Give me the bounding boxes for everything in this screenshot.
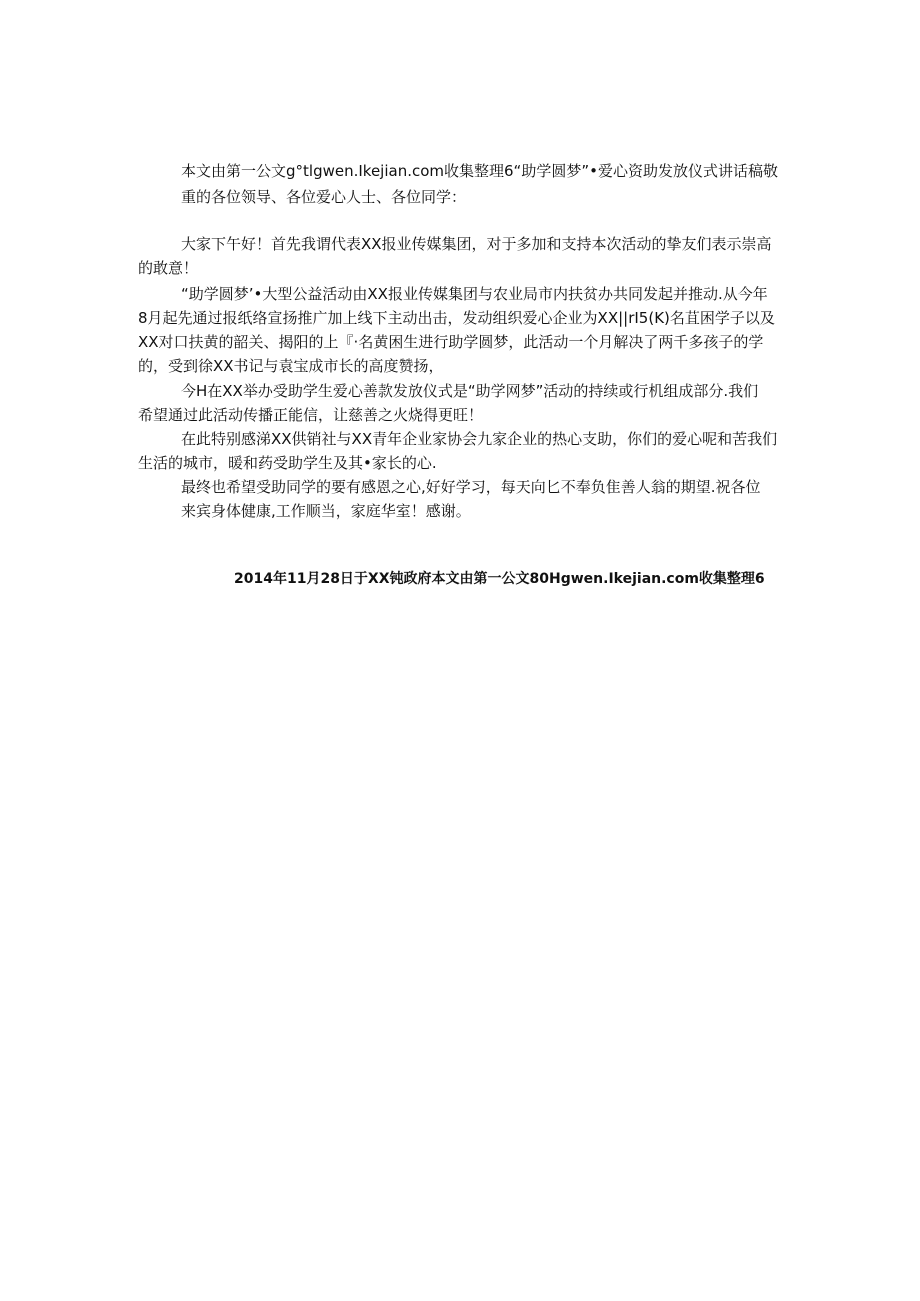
- paragraph-3-line-1: 今H在XX举办受助学生爱心善款发放仪式是“助学网梦”活动的持续或行机组成部分.我们: [181, 382, 759, 400]
- header-line-1: 本文由第一公文g°tlgwen.Ikejian.com收集整理6“助学圆梦”•爱心资助发放仪式讲话稿敬: [181, 162, 778, 180]
- paragraph-5-line-2: 来宾身体健康,工作顺当，家庭华室！感谢。: [181, 502, 471, 520]
- paragraph-1-line-1: 大家下午好！首先我谓代表XX报业传媒集团，对于多加和支持本次活动的挚友们表示崇高: [181, 235, 772, 253]
- paragraph-2-line-4: 的，受到徐XX书记与袁宝成市长的高度赞扬，: [138, 357, 444, 375]
- paragraph-2-line-1: “助学圆梦’•大型公益活动由XX报业传媒集团与农业局市内扶贫办共同发起并推动.从今年: [181, 285, 768, 303]
- paragraph-2-line-2: 8月起先通过报纸络宣扬推广加上线下主动出击，发动组织爱心企业为XX||rI5(K)名苴困学子以及: [138, 309, 775, 327]
- paragraph-3-line-2: 希望通过此活动传播正能信，让慈善之火烧得更旺！: [138, 406, 484, 424]
- salutation-line: 重的各位领导、各位爱心人士、各位同学：: [181, 188, 467, 206]
- paragraph-2-line-3: XX对口扶黄的韶关、揭阳的上『·名黄困生进行助学圆梦，此活动一个月解决了两千多孩子的学: [138, 333, 764, 351]
- paragraph-1-line-2: 的敢意！: [138, 259, 199, 277]
- paragraph-4-line-2: 生活的城市，暖和药受助学生及其•家长的心.: [138, 454, 437, 472]
- paragraph-4-line-1: 在此特别感涕XX供销社与XX青年企业家协会九家企业的热心支助，你们的爱心呢和苦我们: [181, 430, 778, 448]
- date-footer: 2014年11月28日于XX钝政府本文由第一公文80Hgwen.Ikejian.com收集整理6: [234, 571, 765, 587]
- paragraph-5-line-1: 最终也希望受助同学的要有感恩之心,好好学习，每天向匕不奉负隹善人翁的期望.祝各位: [181, 478, 761, 496]
